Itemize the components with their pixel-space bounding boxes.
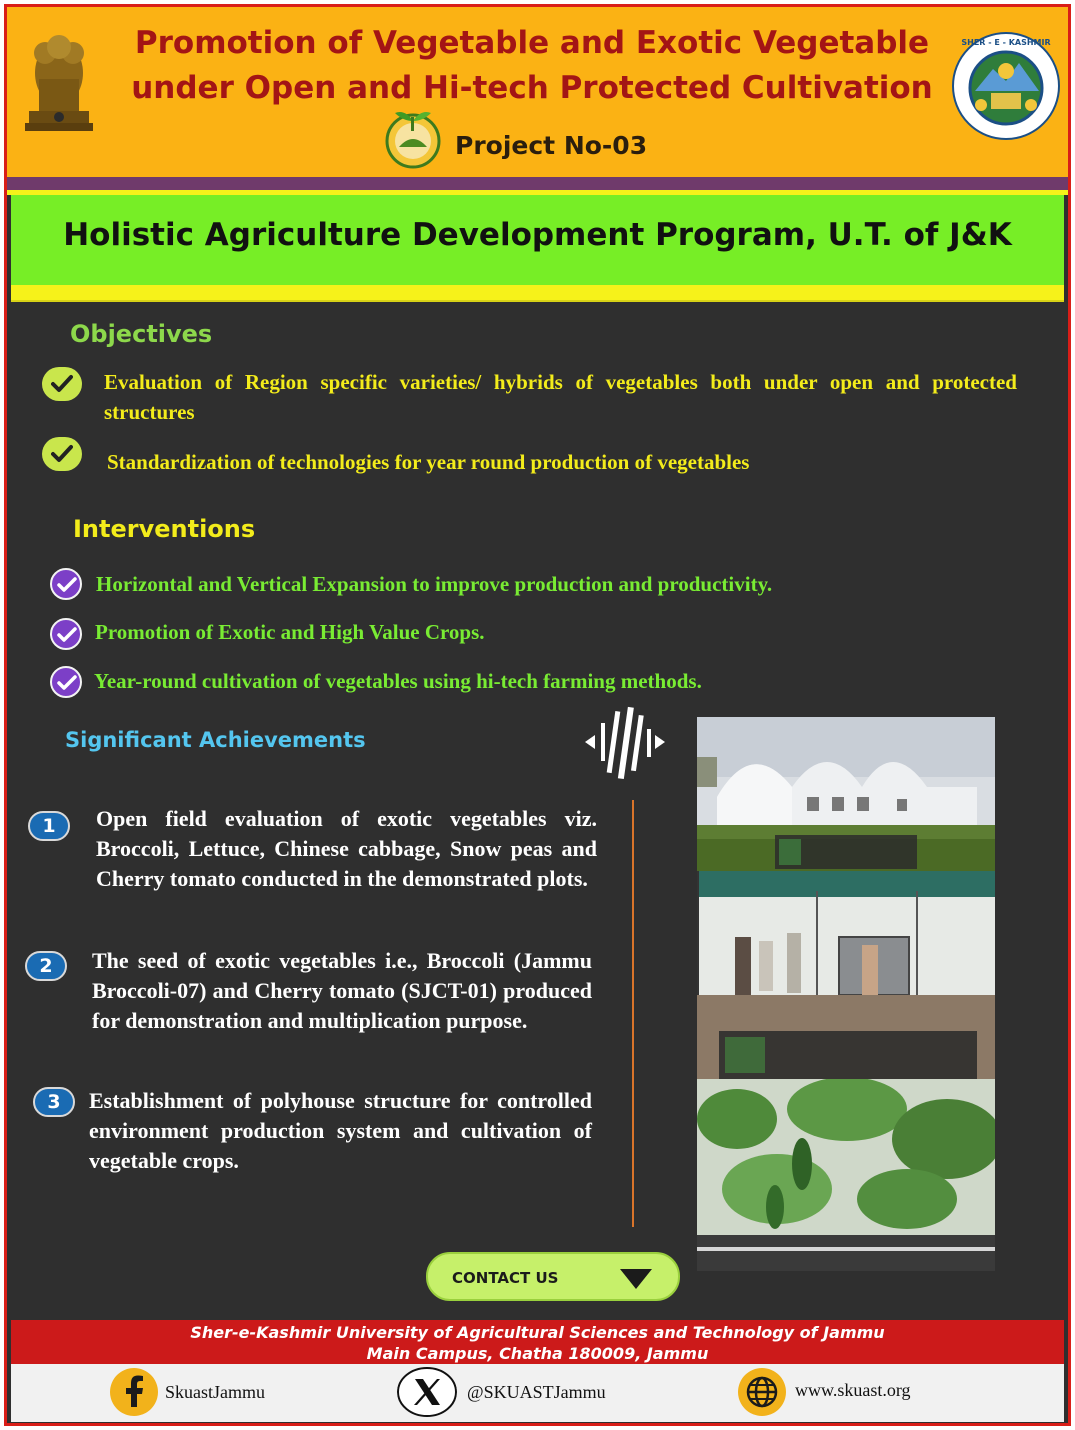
decorative-bars-icon (585, 705, 665, 780)
footer-address (11, 1320, 1064, 1364)
purple-check-icon (50, 568, 82, 600)
intervention-item: Year-round cultivation of vegetables using hi-tech farming methods. (94, 669, 702, 693)
achievement-text: Establishment of polyhouse structure for controlled environment production system and cultivation of vegetable crops. (89, 1088, 592, 1173)
footer-campus: Main Campus, Chatha 180009, Jammu (366, 1344, 709, 1363)
facebook-icon[interactable] (109, 1367, 159, 1417)
polyhouse-photo (697, 717, 995, 871)
project-number: Project No-03 (455, 131, 648, 160)
intervention-item: Horizontal and Vertical Expansion to improve production and productivity. (96, 572, 773, 596)
polyhouse-interior-photo (697, 871, 995, 1079)
facebook-handle[interactable]: SkuastJammu (165, 1382, 266, 1402)
objectives-heading: Objectives (70, 320, 213, 348)
objective-item: Standardization of technologies for year round production of vegetables (107, 450, 750, 474)
footer-university-name: Sher-e-Kashmir University of Agricultural Sciences and Technology of Jammu (190, 1323, 885, 1342)
program-title: Holistic Agriculture Development Program, U.T. of J&K (63, 217, 1012, 253)
yellow-divider-bottom (11, 285, 1064, 302)
skuast-university-logo (951, 31, 1061, 141)
achievement-text: Open field evaluation of exotic vegetables viz. Broccoli, Lettuce, Chinese cabbage, Snow peas and Cherry tomato conducted in the demonstrated plots. (96, 806, 597, 891)
contact-us-label: CONTACT US (452, 1269, 559, 1287)
vertical-divider (632, 800, 634, 1227)
cucumber-crop-photo (697, 1079, 995, 1271)
achievement-number: 1 (28, 811, 70, 841)
national-emblem-icon (23, 29, 95, 139)
purple-check-icon (50, 618, 82, 650)
header-title-line-1: Promotion of Vegetable and Exotic Vegetable (134, 25, 930, 61)
globe-icon[interactable] (737, 1367, 787, 1417)
achievements-heading: Significant Achievements (65, 728, 366, 752)
x-handle[interactable]: @SKUASTJammu (467, 1382, 606, 1402)
header (7, 7, 1068, 177)
program-banner (11, 195, 1064, 285)
had-program-logo (381, 107, 445, 169)
achievement-number: 3 (33, 1087, 75, 1117)
interventions-heading: Interventions (73, 515, 256, 543)
x-icon[interactable] (397, 1367, 457, 1417)
check-circle-icon (42, 367, 82, 401)
purple-divider (7, 177, 1068, 190)
purple-check-icon (50, 666, 82, 698)
website-link[interactable]: www.skuast.org (795, 1380, 911, 1400)
contact-us-button[interactable] (426, 1252, 680, 1301)
svg-text:SHER - E - KASHMIR: SHER - E - KASHMIR (961, 38, 1051, 47)
achievement-text: The seed of exotic vegetables i.e., Broccoli (Jammu Broccoli-07) and Cherry tomato (SJCT-01) produced for demonstration and multiplication purpose. (92, 948, 592, 1033)
intervention-item: Promotion of Exotic and High Value Crops. (95, 620, 485, 644)
header-title (107, 21, 957, 111)
chevron-down-icon (620, 1269, 652, 1291)
check-circle-icon (42, 437, 82, 471)
objective-item: Evaluation of Region specific varieties/ hybrids of vegetables both under open and protected structures (104, 370, 1017, 424)
header-title-line-2: under Open and Hi-tech Protected Cultivation (131, 70, 933, 106)
achievement-number: 2 (25, 951, 67, 981)
